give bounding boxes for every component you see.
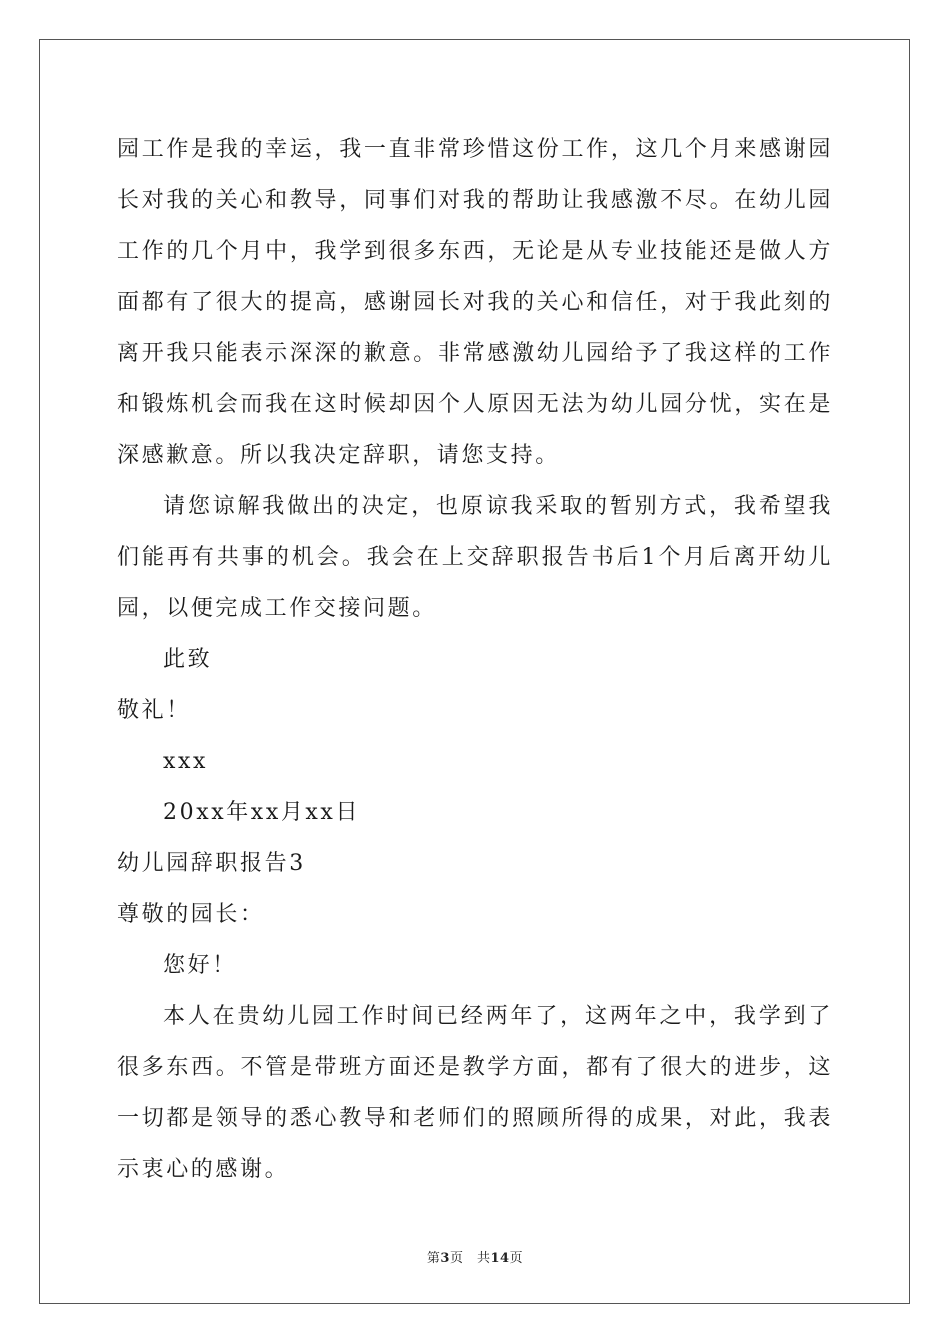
paragraph-continued: 园工作是我的幸运，我一直非常珍惜这份工作，这几个月来感谢园长对我的关心和教导，同事们对我的帮助让我感激不尽。在幼儿园工作的几个月中，我学到很多东西，无论是从专业技能还是做人方面都有了很大的提高，感谢园长对我的关心和信任，对于我此刻的离开我只能表示深深的歉意。非常感激幼儿园给予了我这样的工作和锻炼机会而我在这时候却因个人原因无法为幼儿园分忧，实在是深感歉意。所以我决定辞职，请您支持。 [117, 137, 833, 468]
greeting-hello: 您好！ [163, 953, 237, 978]
section-title: 幼儿园辞职报告3 [117, 851, 306, 876]
salutation-recipient: 尊敬的园长： [117, 902, 265, 927]
footer-prefix: 第 [426, 1251, 441, 1266]
footer-current-page: 3 [440, 1251, 450, 1266]
paragraph-gratitude: 本人在贵幼儿园工作时间已经两年了，这两年之中，我学到了很多东西。不管是带班方面还是教学方面，都有了很大的进步，这一切都是领导的悉心教导和老师们的照顾所得的成果，对此，我表示衷心的感谢。 [117, 1004, 833, 1182]
paragraph-apology: 请您谅解我做出的决定，也原谅我采取的暂别方式，我希望我们能再有共事的机会。我会在上交辞职报告书后1个月后离开幼儿园，以便完成工作交接问题。 [117, 494, 833, 621]
page-footer [0, 1247, 950, 1266]
footer-suffix: 页 [509, 1251, 524, 1266]
salute-line: 敬礼！ [117, 698, 191, 723]
footer-total-pages: 14 [490, 1251, 510, 1266]
signature-date: 20xx年xx月xx日 [163, 800, 361, 825]
closing-phrase: 此致 [163, 647, 213, 672]
signature-name: xxx [163, 749, 209, 774]
document-body [117, 124, 833, 1195]
footer-mid: 页 共 [449, 1251, 491, 1266]
